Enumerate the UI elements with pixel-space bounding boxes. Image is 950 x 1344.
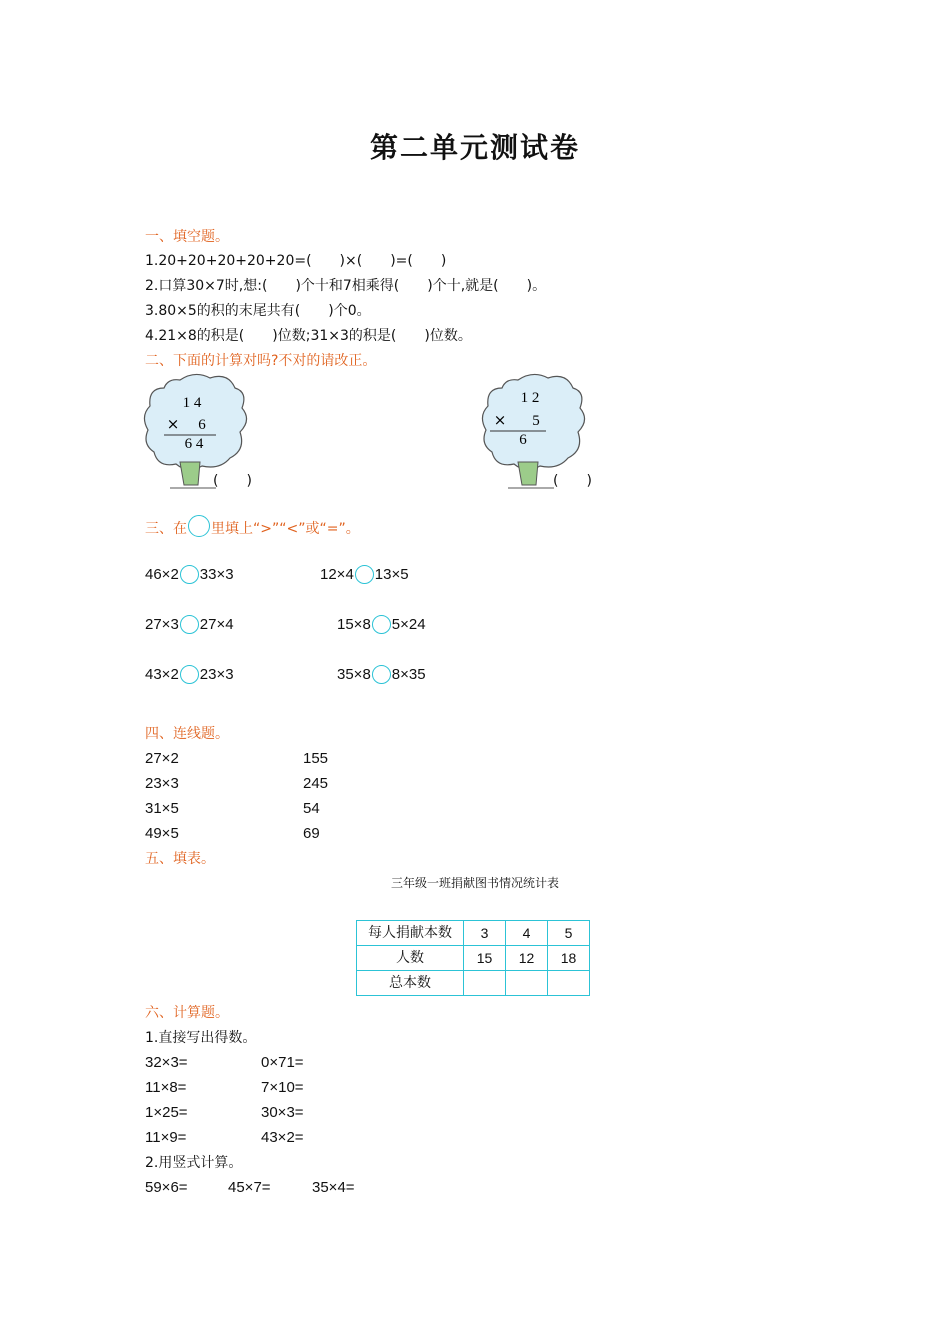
- calc2-multiplier: 5: [532, 413, 540, 429]
- table-row: [357, 971, 590, 996]
- table-caption: 三年级一班捐献图书情况统计表: [390, 876, 559, 890]
- compare-item-6: [337, 665, 426, 685]
- tree-calculation-1: [140, 370, 280, 495]
- compare-right: 23×3: [199, 666, 234, 683]
- compare-right: 33×3: [199, 566, 234, 583]
- tree-crown-shape: [144, 374, 246, 469]
- compare-left: 12×4: [320, 566, 354, 583]
- calc1-multiply-sign: ×: [166, 415, 180, 433]
- table-cell: 18: [548, 946, 590, 971]
- compare-left: 27×3: [145, 616, 179, 633]
- compare-item-1: [145, 565, 234, 585]
- calc2-result: 6: [519, 432, 527, 448]
- calc1-multiplier: 6: [198, 417, 206, 433]
- compare-circle-input[interactable]: [180, 615, 199, 634]
- match-right-item[interactable]: 54: [303, 800, 320, 817]
- compare-circle-input[interactable]: [180, 565, 199, 584]
- section-6-heading: 六、计算题。: [145, 1005, 229, 1021]
- table-empty-cell[interactable]: [506, 971, 548, 996]
- table-row-label: 每人捐献本数: [357, 921, 464, 946]
- calc1-top: 1 4: [182, 395, 202, 411]
- question-1-3: 3.80×5的积的末尾共有( )个0。: [145, 303, 371, 319]
- compare-right: 5×24: [391, 616, 426, 633]
- match-left-item[interactable]: 27×2: [145, 750, 179, 767]
- table-row-label: 人数: [357, 946, 464, 971]
- section-3-heading: [145, 515, 360, 539]
- compare-circle-input[interactable]: [180, 665, 199, 684]
- calc2-top: 1 2: [520, 390, 540, 406]
- compare-left: 43×2: [145, 666, 179, 683]
- donation-table: [356, 920, 590, 996]
- section-4-heading: 四、连线题。: [145, 726, 229, 742]
- compare-circle-input[interactable]: [355, 565, 374, 584]
- compare-left: 35×8: [337, 666, 371, 683]
- match-right-item[interactable]: 155: [303, 750, 329, 767]
- section-5-heading: 五、填表。: [145, 851, 215, 867]
- table-row-label: 总本数: [357, 971, 464, 996]
- table-empty-cell[interactable]: [548, 971, 590, 996]
- section-3-heading-suffix: 里填上“>”“<”或“=”。: [211, 521, 360, 537]
- compare-item-4: [337, 615, 426, 635]
- vertical-calc-item: 45×7=: [228, 1179, 271, 1196]
- compare-circle-icon: [188, 515, 210, 537]
- question-1-1: 1.20+20+20+20+20=( )×( )=( ): [145, 253, 447, 269]
- match-right-item[interactable]: 69: [303, 825, 320, 842]
- question-1-4: 4.21×8的积是( )位数;31×3的积是( )位数。: [145, 328, 472, 344]
- page-title: 第二单元测试卷: [369, 131, 580, 164]
- section-3-heading-prefix: 三、在: [145, 521, 187, 537]
- compare-right: 27×4: [199, 616, 234, 633]
- subsection-vertical-calc: 2.用竖式计算。: [145, 1155, 243, 1171]
- oral-calc-item: 11×8=: [145, 1079, 187, 1096]
- oral-calc-item: 1×25=: [145, 1104, 188, 1121]
- oral-calc-item: 43×2=: [261, 1129, 304, 1146]
- section-2-heading: 二、下面的计算对吗?不对的请改正。: [145, 353, 377, 369]
- compare-left: 15×8: [337, 616, 371, 633]
- section-1-heading: 一、填空题。: [145, 229, 229, 245]
- table-cell: 12: [506, 946, 548, 971]
- table-cell: 15: [464, 946, 506, 971]
- tree-trunk-shape: [518, 462, 538, 485]
- compare-circle-input[interactable]: [372, 665, 391, 684]
- compare-circle-input[interactable]: [372, 615, 391, 634]
- subsection-direct-answers: 1.直接写出得数。: [145, 1030, 257, 1046]
- vertical-calc-item: 59×6=: [145, 1179, 188, 1196]
- compare-right: 8×35: [391, 666, 426, 683]
- match-left-item[interactable]: 31×5: [145, 800, 179, 817]
- match-left-item[interactable]: 23×3: [145, 775, 179, 792]
- oral-calc-item: 30×3=: [261, 1104, 304, 1121]
- question-1-2: 2.口算30×7时,想:( )个十和7相乘得( )个十,就是( )。: [145, 278, 547, 294]
- table-cell: 4: [506, 921, 548, 946]
- oral-calc-item: 0×71=: [261, 1054, 304, 1071]
- vertical-calc-item: 35×4=: [312, 1179, 355, 1196]
- compare-item-5: [145, 665, 234, 685]
- compare-item-2: [320, 565, 409, 585]
- table-cell: 3: [464, 921, 506, 946]
- tree-trunk-shape: [180, 462, 200, 485]
- match-right-item[interactable]: 245: [303, 775, 329, 792]
- calc1-result: 6 4: [184, 436, 204, 452]
- calc2-multiply-sign: ×: [493, 411, 507, 429]
- calc1-answer-blank[interactable]: ( ): [213, 473, 252, 489]
- compare-item-3: [145, 615, 234, 635]
- table-empty-cell[interactable]: [464, 971, 506, 996]
- match-left-item[interactable]: 49×5: [145, 825, 179, 842]
- compare-right: 13×5: [374, 566, 409, 583]
- compare-left: 46×2: [145, 566, 179, 583]
- oral-calc-item: 32×3=: [145, 1054, 188, 1071]
- table-row: [357, 921, 590, 946]
- tree-calculation-2: [478, 370, 618, 495]
- oral-calc-item: 11×9=: [145, 1129, 187, 1146]
- oral-calc-item: 7×10=: [261, 1079, 304, 1096]
- table-row: [357, 946, 590, 971]
- calc2-answer-blank[interactable]: ( ): [553, 473, 592, 489]
- table-cell: 5: [548, 921, 590, 946]
